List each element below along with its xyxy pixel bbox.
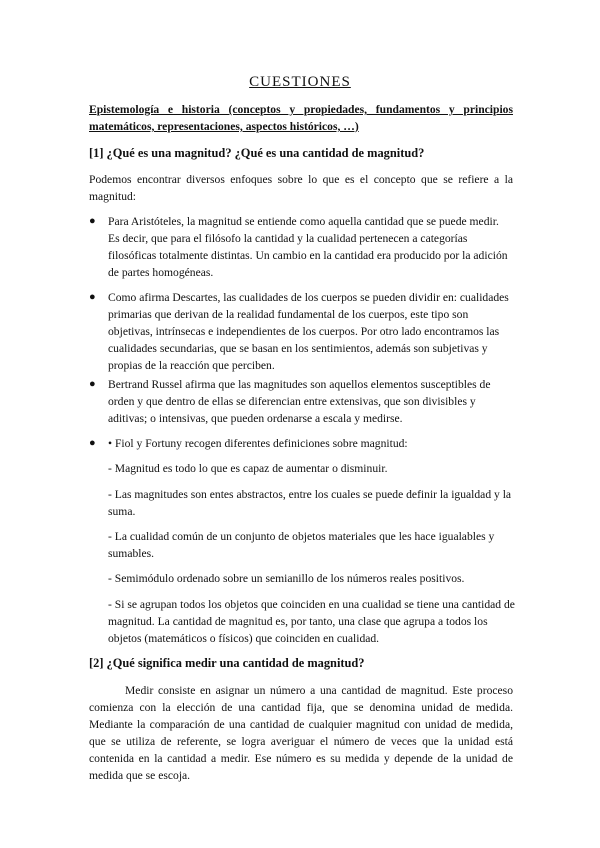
question-1-intro: Podemos encontrar diversos enfoques sobre lo que es el concepto que se refiere a la magnitud: bbox=[89, 173, 513, 203]
list-item-text: • Fiol y Fortuny recogen diferentes definiciones sobre magnitud: bbox=[108, 437, 408, 450]
list-item-text: Bertrand Russel afirma que las magnitudes son aquellos elementos susceptibles de orden y que dentro de ellas se diferencian entre extensivas, que son divisibles y aditivas; o intensivas, que pueden ordenarse a escala y medirse. bbox=[108, 378, 491, 425]
question-2-heading: [2] ¿Qué significa medir una cantidad de magnitud? bbox=[89, 656, 365, 670]
definition-item: - Semimódulo ordenado sobre un semianillo de los números reales positivos. bbox=[108, 572, 465, 585]
bullet-icon: ● bbox=[89, 378, 96, 390]
definition-item: - Magnitud es todo lo que es capaz de aumentar o disminuir. bbox=[108, 462, 388, 475]
question-1-heading: [1] ¿Qué es una magnitud? ¿Qué es una cantidad de magnitud? bbox=[89, 146, 425, 160]
question-2-paragraph: Medir consiste en asignar un número a una cantidad de magnitud. Este proceso comienza con la elección de una cantidad fija, que se denomina unidad de medida. Mediante la comparación de una cantidad de cualquier magnitud con unidad de medida, que se utiliza de referente, se logra averiguar el número de veces que la unidad está contenida en la cantidad a medir. Ese número es su medida y depende de la unidad de medida que se escoja. bbox=[89, 684, 513, 782]
topic-heading: Epistemología e historia (conceptos y propiedades, fundamentos y principios matemáticos, representaciones, aspectos históricos, …) bbox=[89, 103, 513, 133]
definition-item: - Si se agrupan todos los objetos que coinciden en una cualidad se tiene una cantidad de magnitud. La cantidad de magnitud es, por tanto, una clase que agrupa a todos los objetos (matemáticos o físicos) que coinciden en cualidad. bbox=[108, 598, 515, 645]
definition-item: - La cualidad común de un conjunto de objetos materiales que les hace igualables y sumables. bbox=[108, 530, 495, 560]
bullet-icon: ● bbox=[89, 437, 96, 449]
document-title: CUESTIONES bbox=[249, 74, 351, 90]
list-item-text: Como afirma Descartes, las cualidades de los cuerpos se pueden dividir en: cualidades primarias que derivan de la realidad fundamental de los cuerpos, este tipo son objetivas, intrínsecas e independientes de los cuerpos. Por otro lado encontramos las cualidades secundarias, que se basan en los sentimientos, además son subjetivas y propias de la reacción que perciben. bbox=[108, 291, 509, 372]
list-item-text: Para Aristóteles, la magnitud se entiende como aquella cantidad que se puede medir. Es decir, que para el filósofo la cantidad y la cualidad pertenecen a categorías filosóficas totalmente distintas. Un cambio en la cantidad era producido por la adición de partes homogéneas. bbox=[108, 215, 508, 279]
bullet-icon: ● bbox=[89, 291, 96, 303]
definition-item: - Las magnitudes son entes abstractos, entre los cuales se puede definir la igualdad y la suma. bbox=[108, 488, 512, 518]
bullet-icon: ● bbox=[89, 215, 96, 227]
